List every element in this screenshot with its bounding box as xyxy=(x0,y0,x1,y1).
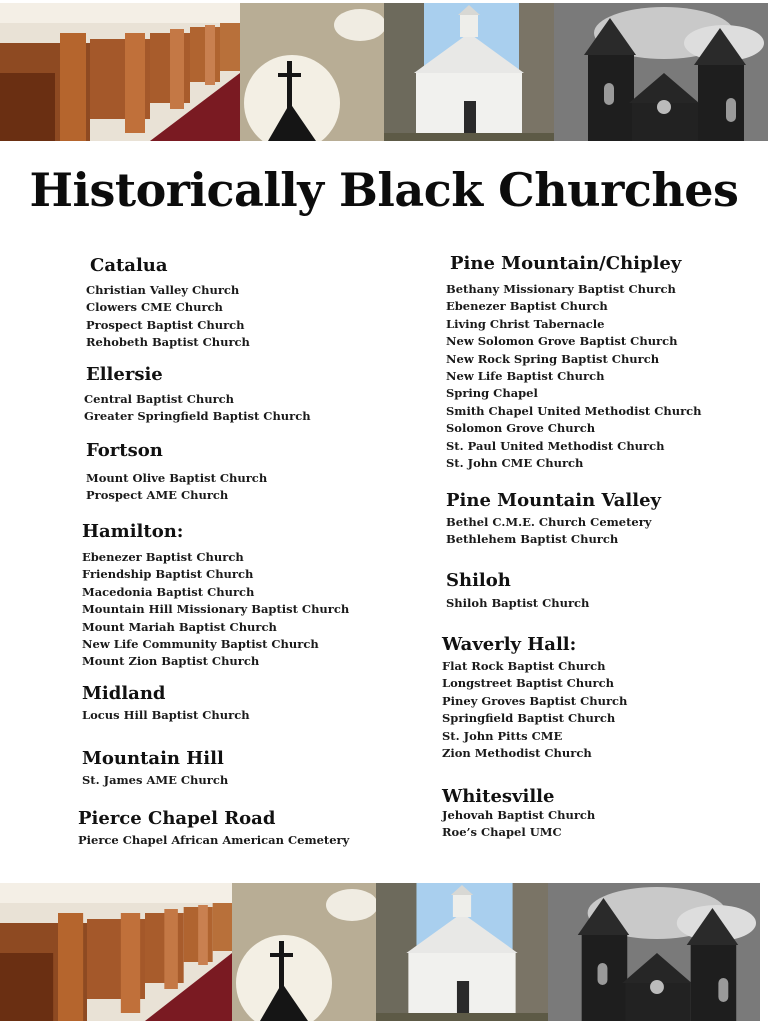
section-heading: Midland xyxy=(82,683,166,704)
section-pierce-chapel-road xyxy=(78,808,349,849)
brick-church-photo xyxy=(548,883,760,1021)
section-pine-mountain-chipley xyxy=(446,253,702,472)
section-heading: Pierce Chapel Road xyxy=(78,808,276,829)
church-item: Piney Groves Baptist Church xyxy=(442,693,628,708)
church-item: Flat Rock Baptist Church xyxy=(442,659,606,673)
church-item: Locus Hill Baptist Church xyxy=(82,708,250,722)
section-heading: Hamilton: xyxy=(82,521,184,542)
church-item: St. James AME Church xyxy=(82,773,229,787)
church-item: Ebenezer Baptist Church xyxy=(82,550,244,564)
church-item: Bethel C.M.E. Church Cemetery xyxy=(446,515,652,529)
church-item: St. John Pitts CME xyxy=(442,728,563,743)
church-item: Jehovah Baptist Church xyxy=(442,808,596,822)
church-item: Longstreet Baptist Church xyxy=(442,676,614,691)
section-heading: Ellersie xyxy=(86,364,163,385)
church-item: Clowers CME Church xyxy=(86,300,223,315)
church-item: Living Christ Tabernacle xyxy=(446,316,605,331)
white-church-photo xyxy=(384,3,554,141)
section-midland xyxy=(82,683,250,724)
church-item: Zion Methodist Church xyxy=(442,746,592,761)
brick-church-photo xyxy=(554,3,768,141)
pews-photo xyxy=(0,3,240,141)
section-heading: Mountain Hill xyxy=(82,748,224,769)
section-heading: Shiloh xyxy=(446,570,511,591)
church-item: Mountain Hill Missionary Baptist Church xyxy=(82,602,350,617)
section-whitesville xyxy=(442,786,595,842)
section-hamilton xyxy=(82,521,349,671)
cross-silhouette-photo xyxy=(240,3,384,141)
section-pine-mountain-valley xyxy=(446,490,661,549)
section-heading: Whitesville xyxy=(442,786,555,807)
church-item: Friendship Baptist Church xyxy=(82,567,254,582)
church-item: Ebenezer Baptist Church xyxy=(446,299,608,314)
church-item: Bethlehem Baptist Church xyxy=(446,532,619,547)
bottom-photo-banner xyxy=(0,883,768,1021)
pews-photo xyxy=(0,883,232,1021)
church-item: Central Baptist Church xyxy=(84,392,235,406)
church-item: St. John CME Church xyxy=(446,456,584,471)
page-title: Historically Black Churches xyxy=(29,163,739,217)
church-item: New Solomon Grove Baptist Church xyxy=(446,334,678,349)
church-item: Pierce Chapel African American Cemetery xyxy=(78,833,350,847)
church-item: Springfield Baptist Church xyxy=(442,711,616,726)
section-heading: Catalua xyxy=(90,255,168,276)
church-item: Prospect Baptist Church xyxy=(86,317,245,332)
section-shiloh xyxy=(446,570,589,612)
church-item: Macedonia Baptist Church xyxy=(82,584,255,599)
church-item: Christian Valley Church xyxy=(86,283,240,297)
top-photo-banner xyxy=(0,3,768,141)
section-heading: Fortson xyxy=(86,440,163,461)
church-item: Mount Olive Baptist Church xyxy=(86,471,268,485)
church-item: Prospect AME Church xyxy=(86,488,229,503)
section-catalua xyxy=(86,255,250,352)
cross-silhouette-photo xyxy=(232,883,376,1021)
section-heading: Pine Mountain/Chipley xyxy=(450,253,682,274)
section-waverly-hall xyxy=(442,634,627,762)
section-heading: Pine Mountain Valley xyxy=(446,490,662,511)
church-item: Rehobeth Baptist Church xyxy=(86,335,250,350)
church-item: New Life Community Baptist Church xyxy=(82,637,319,652)
section-ellersie xyxy=(86,364,311,426)
church-item: Shiloh Baptist Church xyxy=(446,596,590,610)
church-item: New Rock Spring Baptist Church xyxy=(446,351,660,366)
church-item: Greater Springfield Baptist Church xyxy=(84,409,311,424)
church-item: Roe’s Chapel UMC xyxy=(442,825,562,840)
church-item: St. Paul United Methodist Church xyxy=(446,438,665,453)
church-item: Bethany Missionary Baptist Church xyxy=(446,282,676,296)
section-heading: Waverly Hall: xyxy=(442,634,577,655)
church-item: New Life Baptist Church xyxy=(446,369,605,384)
section-mountain-hill xyxy=(82,748,228,789)
church-item: Solomon Grove Church xyxy=(446,421,596,436)
church-item: Mount Mariah Baptist Church xyxy=(82,619,277,634)
section-fortson xyxy=(86,440,267,505)
church-item: Smith Chapel United Methodist Church xyxy=(446,403,702,418)
white-church-photo xyxy=(376,883,548,1021)
church-item: Spring Chapel xyxy=(446,386,538,401)
church-item: Mount Zion Baptist Church xyxy=(82,654,260,669)
